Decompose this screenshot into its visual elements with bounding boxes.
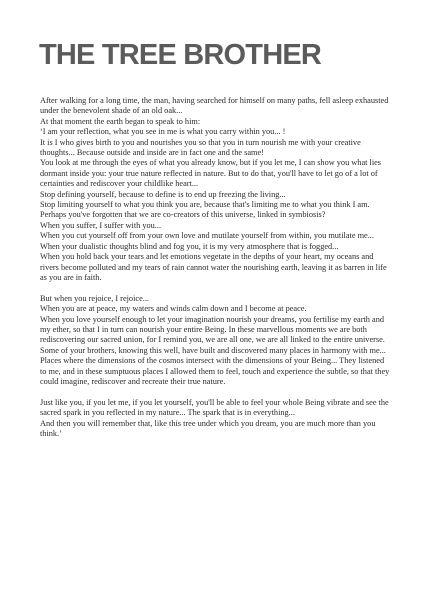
paragraph: At that moment the earth began to speak to him: [40,116,201,126]
document-body [40,96,392,439]
paragraph: Just like you, if you let me, if you let yourself, you'll be able to feel your whole Being vibrate and see the sacred spark in you reflected in my nature... The spark that is in everything... [40,397,389,418]
paragraph: Stop limiting yourself to what you think you are, because that's limiting me to what you think I am. [40,200,370,210]
paragraph: When your dualistic thoughts blind and fog you, it is my very atmosphere that is fogged... [40,241,339,251]
paragraph: ‘I am your reflection, what you see in me is what you carry within you... ! [40,127,286,137]
paragraph: You look at me through the eyes of what you already know, but if you let me, I can show you what lies dormant inside you: your true nature reflected in nature. But to do that, you'll have to let go of a lot of certainties and rediscover your childlike heart... [40,158,382,189]
paragraph: But when you rejoice, I rejoice... [40,293,149,303]
paragraph: When you cut yourself off from your own love and mutilate yourself from within, you mutilate me... [40,231,374,241]
paragraph: When you love yourself enough to let your imagination nourish your dreams, you fertilise my earth and my ether, so that I in turn can nourish your entire Being. In these marvellous moments we are both rediscovering our sacred union, for I remind you, we are all one, we are all linked to the entire universe. Some of your brothers, knowing this well, have built and discovered many places in harmony with me... [40,314,386,355]
paragraph: Stop defining yourself, because to define is to end up freezing the living... [40,189,286,199]
paragraph: Perhaps you've forgotten that we are co-creators of this universe, linked in symbiosis? [40,210,326,220]
document-title: THE TREE BROTHER [39,39,322,71]
paragraph: When you are at peace, my waters and winds calm down and I become at peace. [40,304,307,314]
paragraph: When you suffer, I suffer with you... [40,220,162,230]
paragraph: When you hold back your tears and let emotions vegetate in the depths of your heart, my oceans and rivers become polluted and my tears of rain cannot water the nourishing earth, leaving it as barren in life as you are in faith. [40,252,387,282]
paragraph: After walking for a long time, the man, having searched for himself on many paths, fell asleep exhausted under the benevolent shade of an old oak... [40,96,389,116]
paragraph: Places where the dimensions of the cosmos intersect with the dimensions of your Being... They listened to me, and in these sumptuous places I allowed them to feel, touch and experience the subtle, so that they could imagine, rediscover and recreate their true nature. [40,356,390,386]
paragraph: And then you will remember that, like this tree under which you dream, you are much more than you think.’ [40,418,376,438]
paragraph: It is I who gives birth to you and nourishes you so that you in turn nourish me with your creative thoughts... Because outside and inside are in fact one and the same! [40,137,361,158]
